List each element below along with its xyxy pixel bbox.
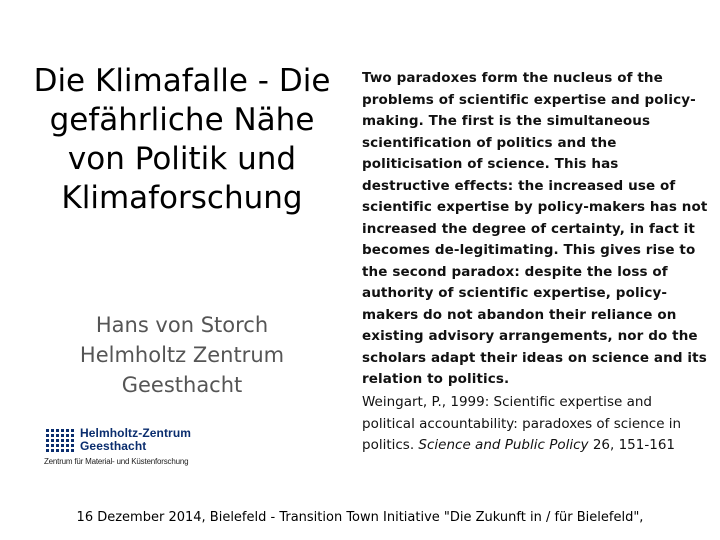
logo-dots-icon [46, 429, 74, 453]
reference-journal: Science and Public Policy [418, 437, 589, 453]
author-name: Hans von Storch [95, 313, 269, 337]
slide-title: Die Klimafalle - Die gefährliche Nähe von Politik und Klimaforschung [33, 63, 331, 216]
logo-name-line1: Helmholtz-Zentrum [80, 426, 192, 440]
logo-name-line2: Geesthacht [80, 439, 147, 453]
logo-tagline: Zentrum für Material- und Küstenforschung [44, 457, 189, 466]
reference-volume-pages: 26, 151-161 [592, 437, 675, 453]
reference-authors-title: Weingart, P., 1999: Scientific expertise and political accountability: paradoxes of science in politics. [362, 394, 682, 453]
reference [362, 392, 708, 457]
logo-name [80, 427, 191, 453]
author-institution-line2: Geesthacht [121, 373, 243, 397]
quote-text: Two paradoxes form the nucleus of the problems of scientific expertise and policy-making. The first is the simultaneous scientification of politics and the politicisation of science. This has destructive effects: the increased use of scientific expertise by policy-makers has not increased the degree of certainty, in fact it becomes de-legitimating. This gives rise to the second paradox: despite the loss of authority of scientific expertise, policy-makers do not abandon their reliance on existing advisory arrangements, nor do the scholars adapt their ideas on science and its relation to politics. [362, 70, 708, 387]
author-institution-line1: Helmholtz Zentrum [79, 343, 285, 367]
hzg-logo [44, 427, 294, 471]
slide-footer: 16 Dezember 2014, Bielefeld - Transition Town Initiative "Die Zukunft in / für Bielefeld", [76, 510, 644, 525]
author-block [32, 310, 332, 400]
